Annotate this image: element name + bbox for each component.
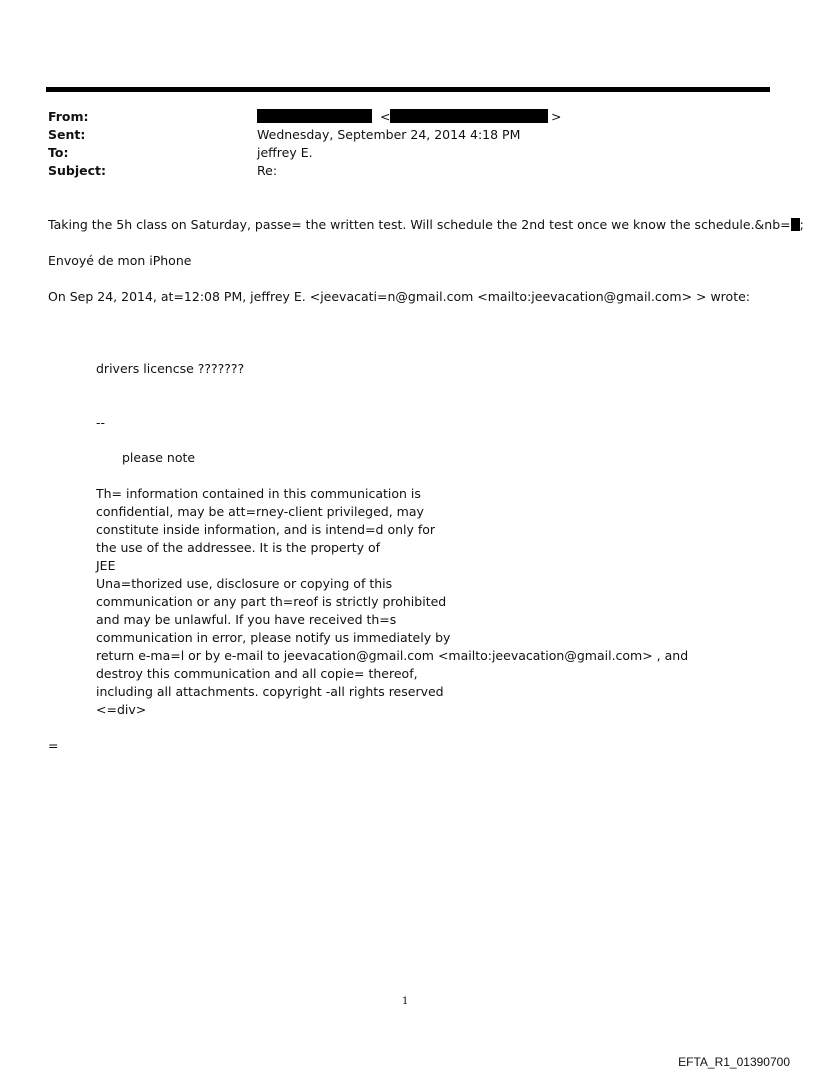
please-note: please note (122, 450, 196, 465)
sent-label: Sent: (48, 127, 86, 142)
from-close-bracket: > (551, 109, 562, 124)
trailing-equals: = (48, 738, 59, 753)
body-line-1 (48, 217, 804, 232)
notice-line: JEE (96, 558, 116, 573)
notice-line: and may be unlawful. If you have received th=s (96, 612, 397, 627)
from-open-bracket: < (380, 109, 391, 124)
notice-line: Th= information contained in this communication is (96, 486, 421, 501)
notice-line: Una=thorized use, disclosure or copying of this (96, 576, 393, 591)
from-label: From: (48, 109, 89, 124)
from-email-redaction (390, 109, 548, 123)
from-name-redaction (257, 109, 372, 123)
quoted-dashes: -- (96, 415, 106, 430)
to-label: To: (48, 145, 69, 160)
sent-value: Wednesday, September 24, 2014 4:18 PM (257, 127, 521, 142)
to-value: jeffrey E. (257, 145, 313, 160)
notice-line: destroy this communication and all copie= thereof, (96, 666, 418, 681)
body-line-1-tail: ; (799, 217, 804, 232)
header-divider (46, 87, 770, 92)
notice-line: <=div> (96, 702, 147, 717)
signature-line: Envoyé de mon iPhone (48, 253, 192, 268)
page-number: 1 (402, 996, 409, 1007)
notice-line: the use of the addressee. It is the property of (96, 540, 381, 555)
subject-value: Re: (257, 163, 278, 178)
notice-line: communication or any part th=reof is strictly prohibited (96, 594, 447, 609)
notice-line: constitute inside information, and is intend=d only for (96, 522, 436, 537)
quote-intro: On Sep 24, 2014, at=12:08 PM, jeffrey E. <jeevacati=n@gmail.com <mailto:jeevacation@gmail.com> > wrote: (48, 289, 750, 304)
inline-redaction (791, 218, 800, 231)
notice-line: including all attachments. copyright -all rights reserved (96, 684, 444, 699)
document-id: EFTA_R1_01390700 (678, 1055, 790, 1069)
quoted-question: drivers licencse ??????? (96, 361, 245, 376)
notice-line: confidential, may be att=rney-client privileged, may (96, 504, 424, 519)
subject-label: Subject: (48, 163, 106, 178)
body-line-1-text: Taking the 5h class on Saturday, passe= the written test. Will schedule the 2nd test once we know the schedule.&nb= (48, 217, 791, 232)
notice-line: return e-ma=l or by e-mail to jeevacation@gmail.com <mailto:jeevacation@gmail.com> , and (96, 648, 689, 663)
notice-line: communication in error, please notify us immediately by (96, 630, 451, 645)
